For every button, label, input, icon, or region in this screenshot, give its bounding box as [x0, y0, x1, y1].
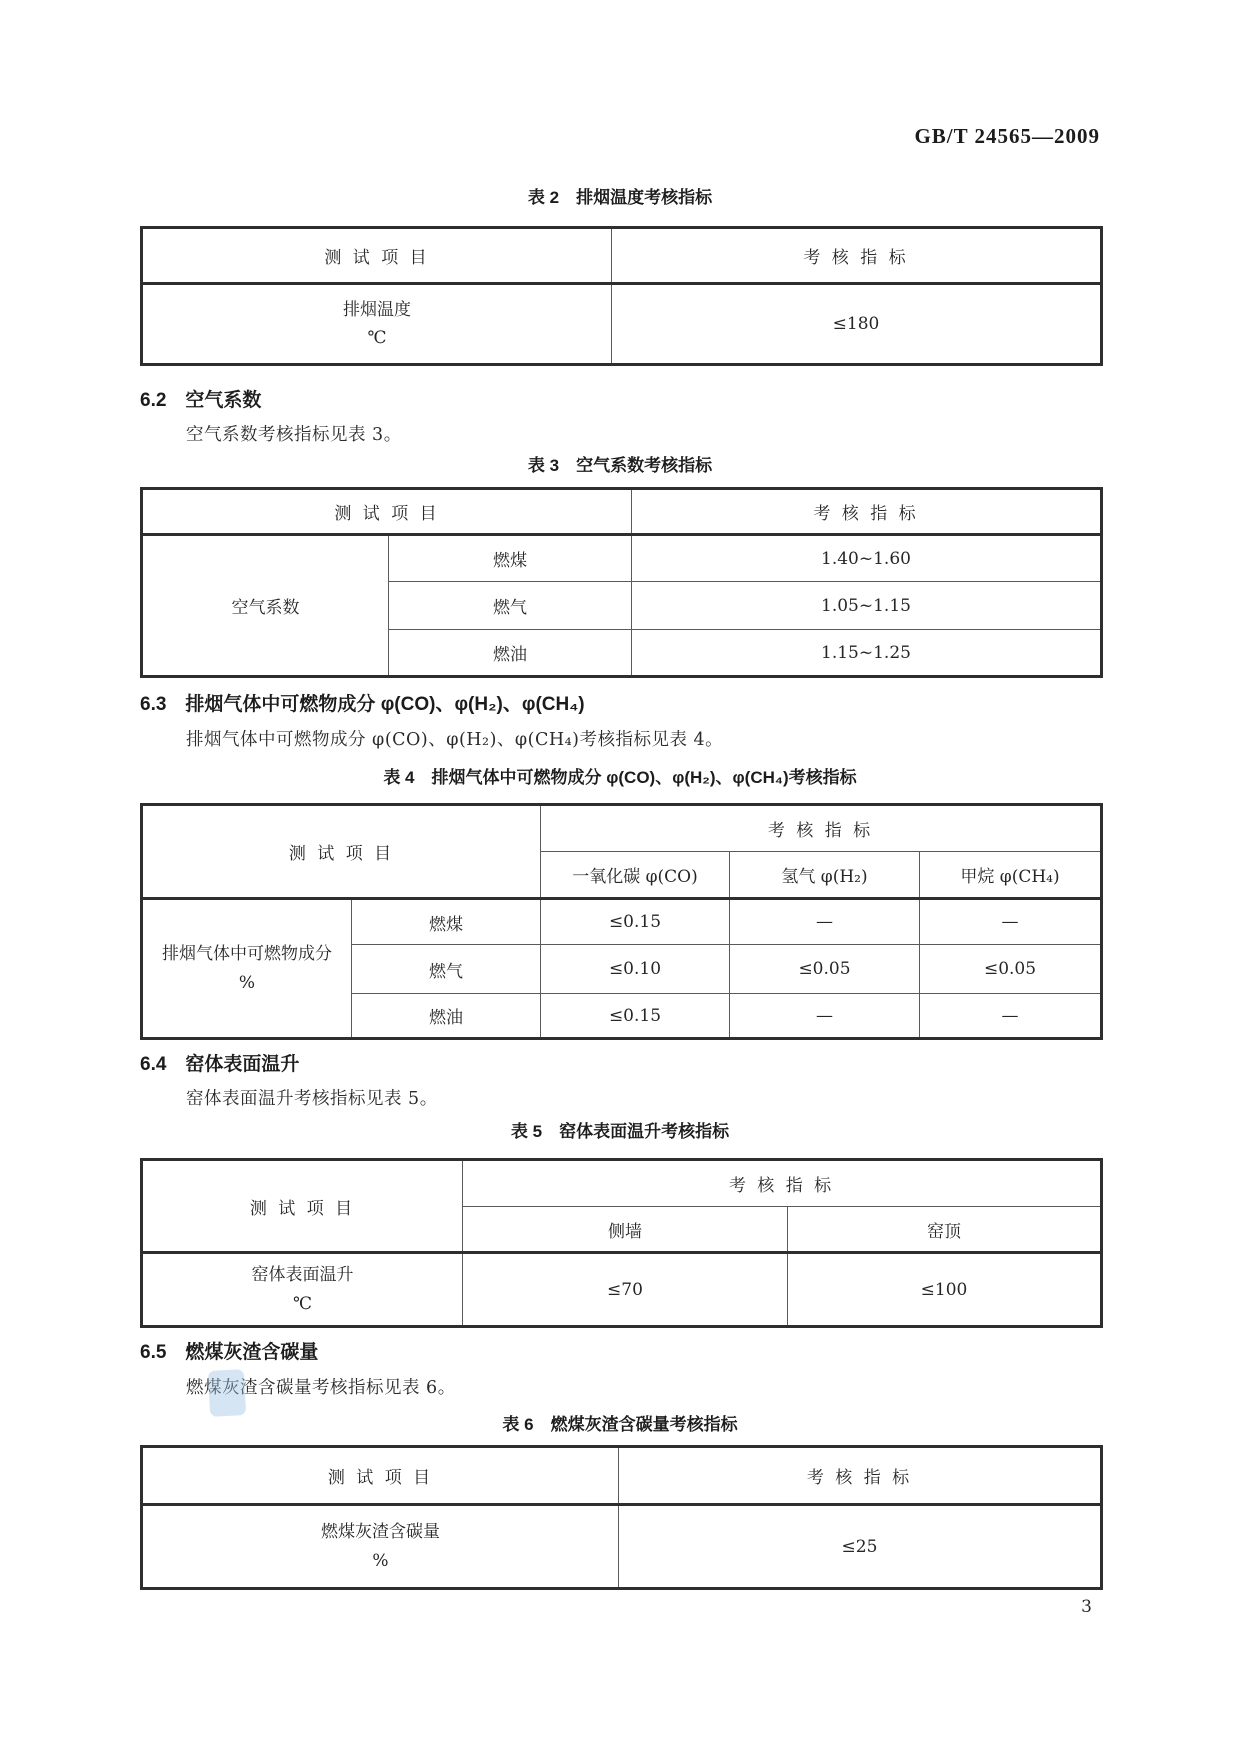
table-4 [140, 803, 1103, 1040]
t3-fuel-gas: 燃气 [389, 582, 632, 630]
table-row [142, 535, 1102, 582]
table-row [142, 1160, 1102, 1207]
t2-item-unit: ℃ [367, 328, 387, 348]
t6-header-index: 考 核 指 标 [619, 1447, 1102, 1505]
table-row [142, 899, 1102, 945]
table-6 [140, 1445, 1103, 1590]
t2-value-cell: ≤180 [612, 284, 1102, 365]
table-row [142, 284, 1102, 365]
t4-group-unit: % [238, 972, 256, 993]
t5-value-roof: ≤100 [788, 1253, 1102, 1327]
t4-oil-co: ≤0.15 [541, 994, 730, 1039]
t2-header-index: 考 核 指 标 [612, 228, 1102, 284]
t4-subheader-co: 一氧化碳 φ(CO) [541, 852, 730, 899]
table-row [142, 1253, 1102, 1327]
table-row [142, 1505, 1102, 1589]
standard-code: GB/T 24565—2009 [914, 124, 1100, 148]
table-6-title: 表 6 燃煤灰渣含碳量考核指标 [502, 1415, 738, 1434]
table-row [142, 228, 1102, 284]
t3-fuel-oil: 燃油 [389, 630, 632, 677]
table-row [142, 1447, 1102, 1505]
t4-group-label: 排烟气体中可燃物成分 [162, 944, 332, 965]
table-5 [140, 1158, 1103, 1328]
t4-fuel-oil: 燃油 [352, 994, 541, 1039]
t2-item-label: 排烟温度 [343, 299, 411, 320]
table-2-title: 表 2 排烟温度考核指标 [527, 188, 713, 207]
section-6-4-paragraph: 窑体表面温升考核指标见表 5。 [186, 1089, 438, 1109]
t3-value-gas: 1.05~1.15 [632, 582, 1102, 630]
table-3-title: 表 3 空气系数考核指标 [527, 456, 713, 475]
t2-item-cell [142, 284, 612, 365]
t3-group-label: 空气系数 [142, 535, 389, 677]
t4-oil-h2: — [730, 994, 920, 1039]
t6-value-cell: ≤25 [619, 1505, 1102, 1589]
section-6-2-paragraph: 空气系数考核指标见表 3。 [186, 425, 402, 445]
t4-subheader-h2: 氢气 φ(H₂) [730, 852, 920, 899]
table-5-title: 表 5 窑体表面温升考核指标 [510, 1122, 730, 1141]
section-6-5-heading: 6.5 燃煤灰渣含碳量 [140, 1342, 319, 1363]
t3-value-coal: 1.40~1.60 [632, 535, 1102, 582]
t4-coal-ch4: — [920, 899, 1102, 945]
t4-subheader-ch4: 甲烷 φ(CH₄) [920, 852, 1102, 899]
t3-header-index: 考 核 指 标 [632, 489, 1102, 535]
page-number: 3 [1081, 1597, 1092, 1617]
section-6-2-heading: 6.2 空气系数 [140, 390, 262, 411]
t6-item-cell [142, 1505, 619, 1589]
section-6-4-heading: 6.4 窑体表面温升 [140, 1054, 300, 1075]
t3-value-oil: 1.15~1.25 [632, 630, 1102, 677]
t4-coal-h2: — [730, 899, 920, 945]
t3-fuel-coal: 燃煤 [389, 535, 632, 582]
t5-header-index: 考 核 指 标 [463, 1160, 1102, 1207]
section-6-3-heading: 6.3 排烟气体中可燃物成分 φ(CO)、φ(H₂)、φ(CH₄) [140, 694, 585, 715]
t4-header-item: 测 试 项 目 [142, 805, 541, 899]
t5-item-cell [142, 1253, 463, 1327]
t3-header-item: 测 试 项 目 [142, 489, 632, 535]
t5-subheader-roof: 窑顶 [788, 1207, 1102, 1253]
t5-subheader-sidewall: 侧墙 [463, 1207, 788, 1253]
table-3 [140, 487, 1103, 678]
table-4-title: 表 4 排烟气体中可燃物成分 φ(CO)、φ(H₂)、φ(CH₄)考核指标 [383, 768, 857, 787]
t4-header-index: 考 核 指 标 [541, 805, 1102, 852]
t4-group-cell [142, 899, 352, 1039]
table-row [142, 489, 1102, 535]
t4-oil-ch4: — [920, 994, 1102, 1039]
t5-header-item: 测 试 项 目 [142, 1160, 463, 1253]
t2-header-item: 测 试 项 目 [142, 228, 612, 284]
t4-coal-co: ≤0.15 [541, 899, 730, 945]
t5-item-unit: ℃ [292, 1293, 313, 1314]
t4-gas-h2: ≤0.05 [730, 945, 920, 994]
t4-fuel-coal: 燃煤 [352, 899, 541, 945]
t5-item-label: 窑体表面温升 [251, 1265, 354, 1286]
t4-fuel-gas: 燃气 [352, 945, 541, 994]
t6-item-label: 燃煤灰渣含碳量 [321, 1522, 440, 1543]
t6-header-item: 测 试 项 目 [142, 1447, 619, 1505]
section-6-3-paragraph: 排烟气体中可燃物成分 φ(CO)、φ(H₂)、φ(CH₄)考核指标见表 4。 [186, 730, 724, 750]
t5-value-sidewall: ≤70 [463, 1253, 788, 1327]
t4-gas-co: ≤0.10 [541, 945, 730, 994]
table-2 [140, 226, 1103, 366]
table-row [142, 805, 1102, 852]
t4-gas-ch4: ≤0.05 [920, 945, 1102, 994]
t6-item-unit: % [372, 1550, 389, 1571]
section-6-5-paragraph: 燃煤灰渣含碳量考核指标见表 6。 [186, 1378, 456, 1398]
